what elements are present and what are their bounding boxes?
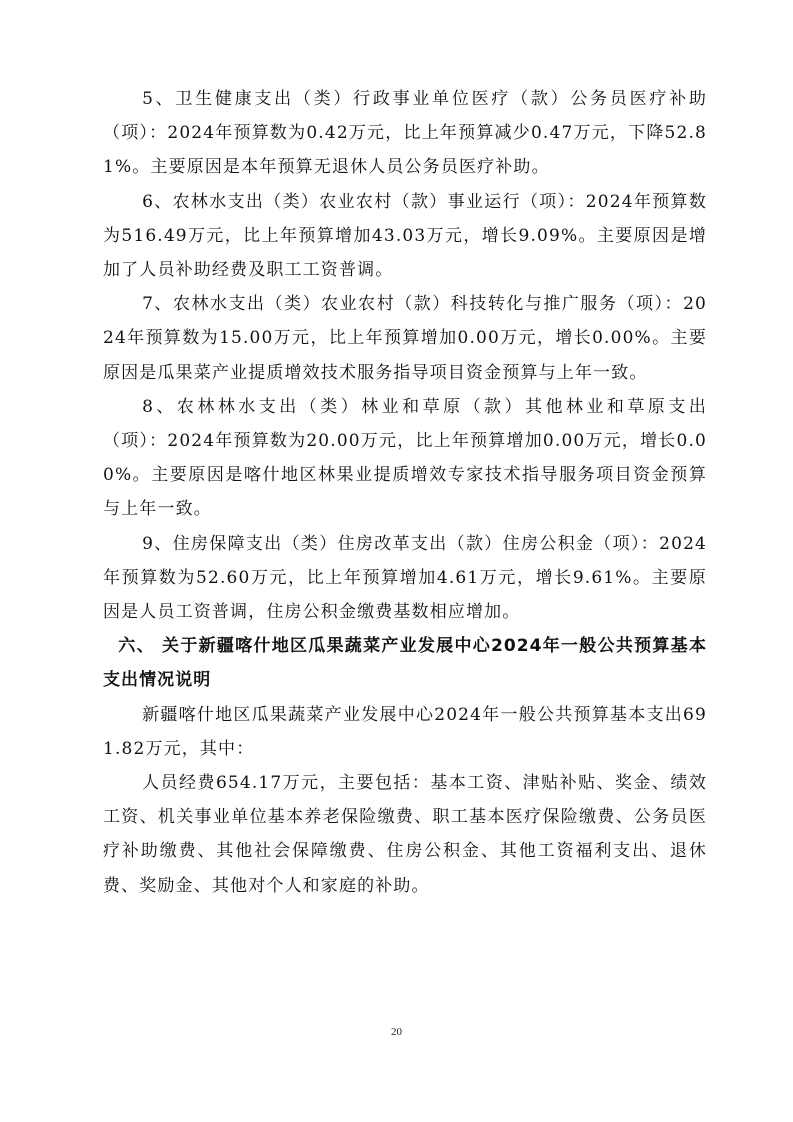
page-body — [103, 82, 707, 903]
page-number: 20 — [391, 1026, 402, 1038]
paragraph-item-7: 7、农林水支出（类）农业农村（款）科技转化与推广服务（项）：2024年预算数为15.00万元，比上年预算增加0.00万元，增长0.00%。主要原因是瓜果菜产业提质增效技术服务指导项目资金预算与上年一致。 — [103, 294, 707, 383]
paragraph-item-6: 6、农林水支出（类）农业农村（款）事业运行（项）：2024年预算数为516.49万元，比上年预算增加43.03万元，增长9.09%。主要原因是增加了人员补助经费及职工工资普调。 — [103, 191, 707, 281]
paragraph-item-5: 5、卫生健康支出（类）行政事业单位医疗（款）公务员医疗补助（项）：2024年预算数为0.42万元，比上年预算减少0.47万元，下降52.81%。主要原因是本年预算无退休人员公务员医疗补助。 — [103, 89, 707, 178]
section-summary-paragraph: 新疆喀什地区瓜果蔬菜产业发展中心2024年一般公共预算基本支出691.82万元，其中： — [103, 704, 707, 759]
paragraph-item-9: 9、住房保障支出（类）住房改革支出（款）住房公积金（项）：2024年预算数为52.60万元，比上年预算增加4.61万元，增长9.61%。主要原因是人员工资普调，住房公积金缴费基数相应增加。 — [103, 533, 707, 623]
section-heading: 六、 关于新疆喀什地区瓜果蔬菜产业发展中心2024年一般公共预算基本支出情况说明 — [103, 636, 707, 691]
paragraph-item-8: 8、农林林水支出（类）林业和草原（款）其他林业和草原支出（项）：2024年预算数为20.00万元，比上年预算增加0.00万元，增长0.00%。主要原因是喀什地区林果业提质增效专家技术指导服务项目资金预算与上年一致。 — [103, 396, 707, 520]
personnel-expense-paragraph: 人员经费654.17万元，主要包括：基本工资、津贴补贴、奖金、绩效工资、机关事业单位基本养老保险缴费、职工基本医疗保险缴费、公务员医疗补助缴费、其他社会保障缴费、住房公积金、其他工资福利支出、退休费、奖励金、其他对个人和家庭的补助。 — [103, 773, 707, 896]
